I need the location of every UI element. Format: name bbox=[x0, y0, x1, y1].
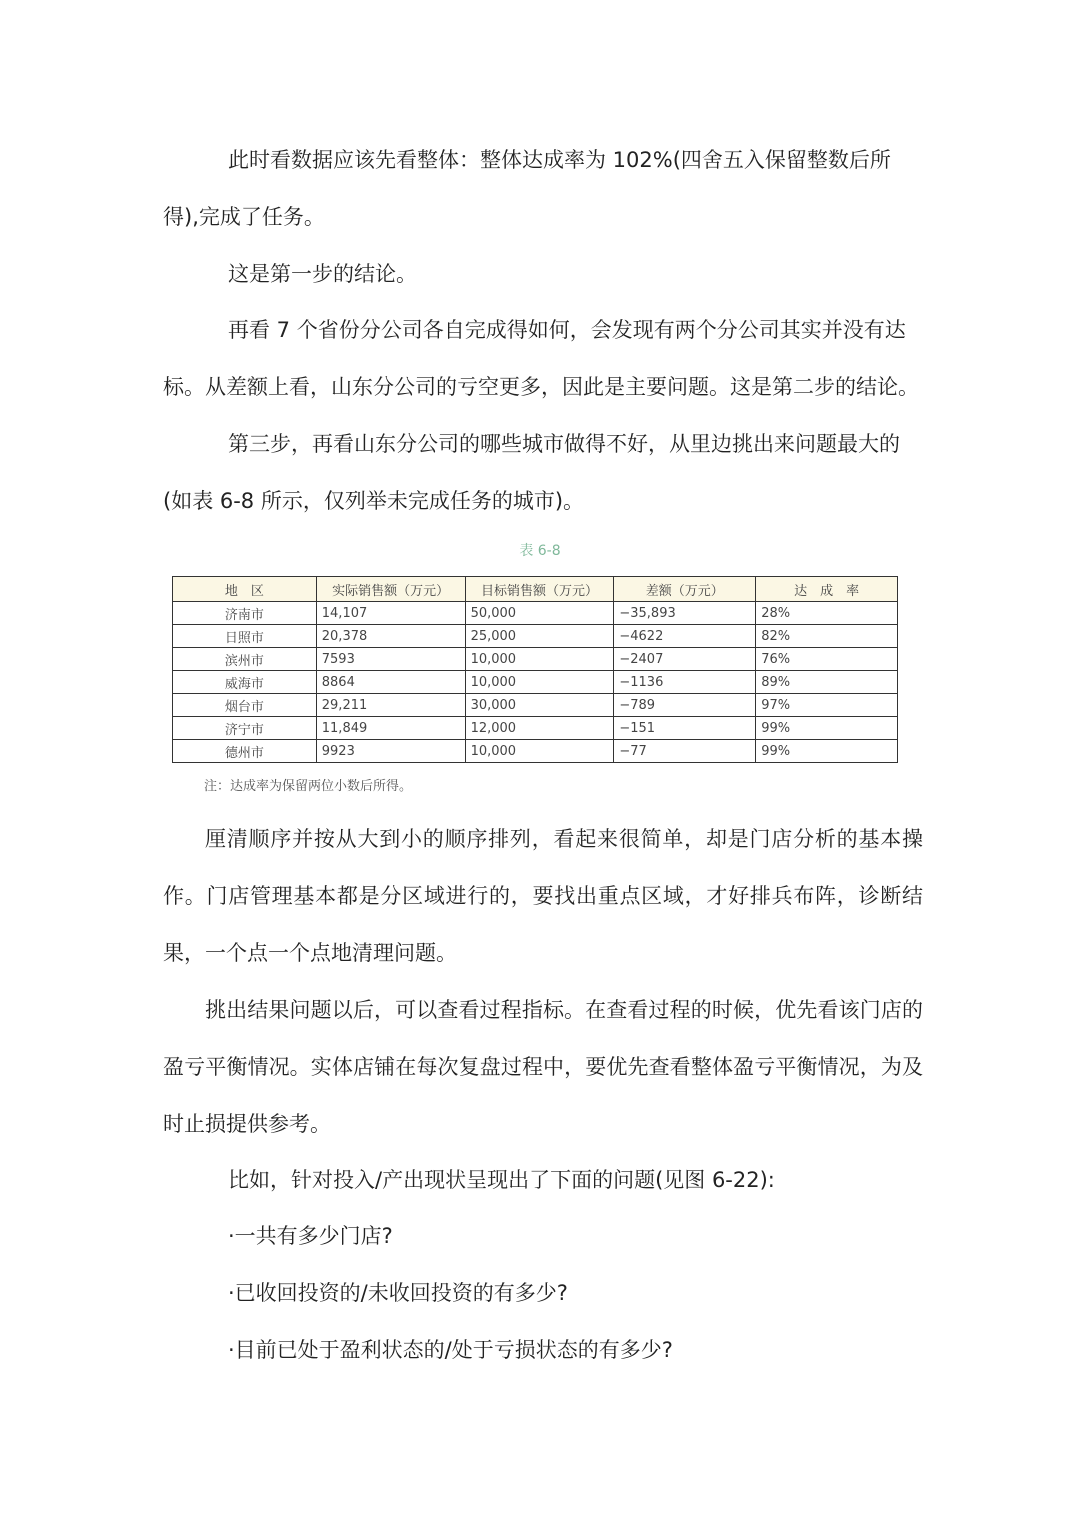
cell-region: 日照市 bbox=[173, 625, 317, 648]
cell-rate: 82% bbox=[756, 625, 898, 648]
cell-target: 10,000 bbox=[465, 740, 614, 763]
bullet-store-count: ·一共有多少门店? bbox=[228, 1224, 393, 1248]
cell-diff: −77 bbox=[614, 740, 756, 763]
intro-paragraph-4-line-2: (如表 6-8 所示，仅列举未完成任务的城市)。 bbox=[163, 489, 585, 513]
sales-table bbox=[172, 576, 898, 763]
cell-actual: 8864 bbox=[316, 671, 465, 694]
cell-region: 威海市 bbox=[173, 671, 317, 694]
intro-paragraph-1-line-2: 得),完成了任务。 bbox=[163, 205, 325, 229]
cell-target: 50,000 bbox=[465, 602, 614, 625]
cell-diff: −35,893 bbox=[614, 602, 756, 625]
table-row bbox=[173, 717, 898, 740]
cell-actual: 7593 bbox=[316, 648, 465, 671]
bullet-profit-status: ·目前已处于盈利状态的/处于亏损状态的有多少? bbox=[228, 1338, 673, 1362]
body-paragraph-7: 比如，针对投入/产出现状呈现出了下面的问题(见图 6-22): bbox=[228, 1168, 775, 1192]
table-row bbox=[173, 648, 898, 671]
cell-actual: 11,849 bbox=[316, 717, 465, 740]
cell-diff: −1136 bbox=[614, 671, 756, 694]
cell-actual: 29,211 bbox=[316, 694, 465, 717]
cell-rate: 89% bbox=[756, 671, 898, 694]
cell-region: 济南市 bbox=[173, 602, 317, 625]
table-row bbox=[173, 602, 898, 625]
cell-target: 25,000 bbox=[465, 625, 614, 648]
table-row bbox=[173, 625, 898, 648]
intro-paragraph-3-line-2: 标。从差额上看，山东分公司的亏空更多，因此是主要问题。这是第二步的结论。 bbox=[163, 375, 919, 399]
intro-paragraph-1-line-1: 此时看数据应该先看整体：整体达成率为 102%(四舍五入保留整数后所 bbox=[228, 148, 891, 172]
table-header-row bbox=[173, 577, 898, 602]
table-note: 注：达成率为保留两位小数后所得。 bbox=[204, 779, 413, 794]
header-achievement-rate: 达 成 率 bbox=[756, 577, 898, 602]
cell-region: 德州市 bbox=[173, 740, 317, 763]
body-paragraph-6: 挑出结果问题以后，可以查看过程指标。在查看过程的时候，优先看该门店的盈亏平衡情况。实体店铺在每次复盘过程中，要优先查看整体盈亏平衡情况，为及时止损提供参考。 bbox=[163, 998, 923, 1136]
cell-region: 烟台市 bbox=[173, 694, 317, 717]
cell-rate: 76% bbox=[756, 648, 898, 671]
body-paragraph-5: 厘清顺序并按从大到小的顺序排列，看起来很简单，却是门店分析的基本操作。门店管理基本都是分区域进行的，要找出重点区域，才好排兵布阵，诊断结果，一个点一个点地清理问题。 bbox=[163, 827, 923, 965]
cell-diff: −2407 bbox=[614, 648, 756, 671]
cell-region: 滨州市 bbox=[173, 648, 317, 671]
table-row bbox=[173, 740, 898, 763]
table-row bbox=[173, 671, 898, 694]
cell-diff: −151 bbox=[614, 717, 756, 740]
cell-actual: 20,378 bbox=[316, 625, 465, 648]
header-target-sales: 目标销售额（万元） bbox=[465, 577, 614, 602]
bullet-investment-recovery: ·已收回投资的/未收回投资的有多少? bbox=[228, 1281, 568, 1305]
table-caption: 表 6-8 bbox=[519, 543, 561, 559]
cell-actual: 14,107 bbox=[316, 602, 465, 625]
header-difference: 差额（万元） bbox=[614, 577, 756, 602]
cell-actual: 9923 bbox=[316, 740, 465, 763]
cell-target: 10,000 bbox=[465, 671, 614, 694]
intro-paragraph-2: 这是第一步的结论。 bbox=[228, 262, 417, 286]
table-row bbox=[173, 694, 898, 717]
cell-rate: 28% bbox=[756, 602, 898, 625]
cell-target: 12,000 bbox=[465, 717, 614, 740]
cell-rate: 97% bbox=[756, 694, 898, 717]
intro-paragraph-3-line-1: 再看 7 个省份分公司各自完成得如何，会发现有两个分公司其实并没有达 bbox=[228, 318, 906, 342]
header-actual-sales: 实际销售额（万元） bbox=[316, 577, 465, 602]
cell-rate: 99% bbox=[756, 717, 898, 740]
cell-region: 济宁市 bbox=[173, 717, 317, 740]
cell-target: 30,000 bbox=[465, 694, 614, 717]
header-region: 地 区 bbox=[173, 577, 317, 602]
cell-diff: −4622 bbox=[614, 625, 756, 648]
cell-diff: −789 bbox=[614, 694, 756, 717]
intro-paragraph-4-line-1: 第三步，再看山东分公司的哪些城市做得不好，从里边挑出来问题最大的 bbox=[228, 432, 900, 456]
cell-target: 10,000 bbox=[465, 648, 614, 671]
cell-rate: 99% bbox=[756, 740, 898, 763]
